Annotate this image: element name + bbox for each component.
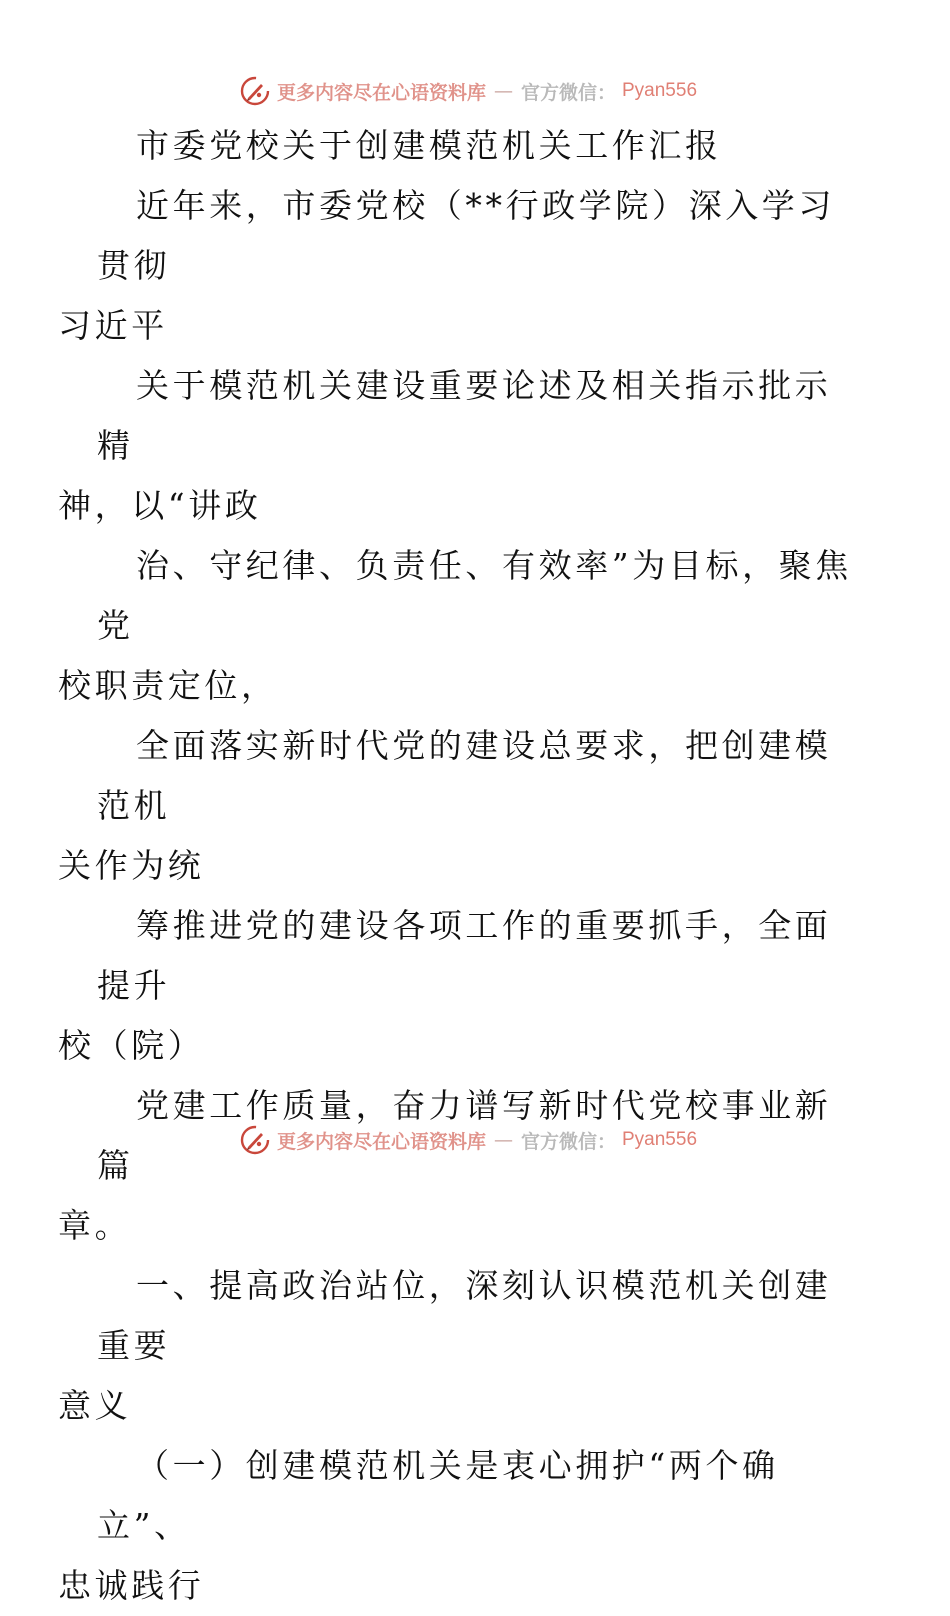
quill-pen-logo-icon (239, 75, 271, 107)
paragraph (58, 896, 857, 1076)
watermark-separator: — (493, 1129, 513, 1151)
paragraph-line: 习近平 (58, 306, 168, 345)
paragraph (58, 536, 857, 716)
quill-pen-logo-icon (239, 1124, 271, 1156)
watermark-site-text: 更多内容尽在心语资料库 (276, 1130, 486, 1153)
paragraph-line: 筹推进党的建设各项工作的重要抓手，全面提升 (97, 906, 832, 1005)
paragraph-line: 校职责定位， (58, 666, 278, 705)
paragraph-line: （一）创建模范机关是衷心拥护“两个确立”、 (97, 1446, 779, 1545)
section-heading (58, 1256, 857, 1436)
paragraph (58, 176, 857, 356)
paragraph-line: 章。 (58, 1206, 132, 1245)
watermark-footer (0, 1120, 950, 1160)
paragraph-line: 关作为统 (58, 846, 205, 885)
paragraph-line: 近年来，市委党校（**行政学院）深入学习贯彻 (97, 186, 835, 285)
paragraph (58, 356, 857, 536)
paragraph (58, 1076, 857, 1256)
watermark-separator: — (493, 80, 513, 102)
paragraph-line: 神，以“讲政 (58, 486, 262, 525)
watermark-group (239, 1124, 697, 1156)
watermark-wechat-label: 官方微信： (520, 81, 616, 104)
paragraph-line: 党建工作质量，奋力谱写新时代党校事业新篇 (97, 1086, 832, 1185)
paragraph-line: 意义 (58, 1386, 132, 1425)
paragraph-line: 校（院） (58, 1026, 205, 1065)
subsection-heading (58, 1436, 857, 1616)
document-body (58, 116, 857, 1616)
paragraph-line: 全面落实新时代党的建设总要求，把创建模范机 (97, 726, 832, 825)
watermark-wechat-label: 官方微信： (520, 1130, 616, 1153)
paragraph-line: 一、提高政治站位，深刻认识模范机关创建重要 (97, 1266, 832, 1365)
watermark-header (0, 71, 950, 111)
paragraph-line: 关于模范机关建设重要论述及相关指示批示精 (97, 366, 832, 465)
document-title (97, 116, 857, 176)
watermark-site-text: 更多内容尽在心语资料库 (276, 81, 486, 104)
paragraph (58, 716, 857, 896)
paragraph-line: 忠诚践行 (58, 1566, 205, 1605)
watermark-wechat-id: Pyan556 (622, 80, 698, 101)
watermark-group (239, 75, 697, 107)
watermark-wechat-id: Pyan556 (622, 1129, 698, 1150)
paragraph-line: 市委党校关于创建模范机关工作汇报 (136, 126, 722, 165)
paragraph-line: 治、守纪律、负责任、有效率”为目标，聚焦党 (97, 546, 852, 645)
